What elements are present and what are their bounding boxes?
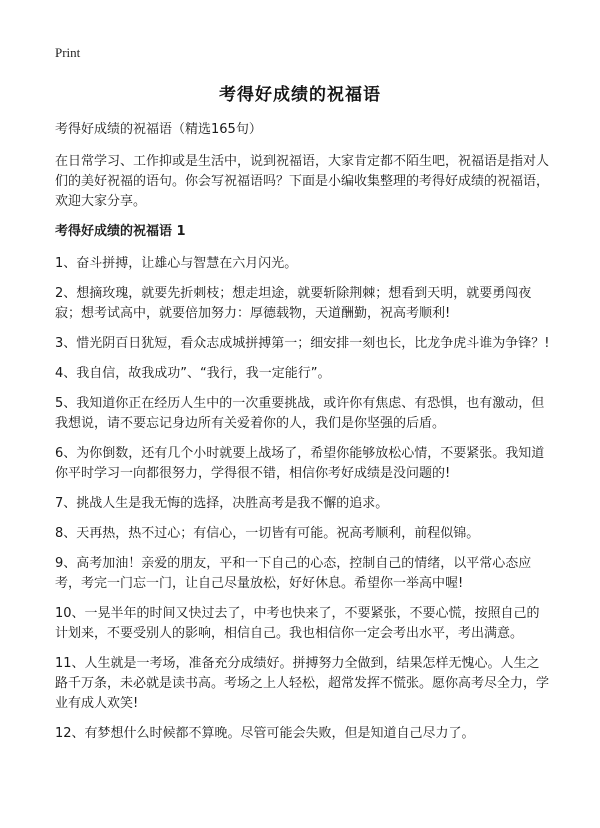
intro-paragraph: 在日常学习、工作抑或是生活中，说到祝福语，大家肯定都不陌生吧，祝福语是指对人们的美好祝福的语句。你会写祝福语吗？下面是小编收集整理的考得好成绩的祝福语，欢迎大家分享。: [55, 154, 550, 209]
quote-item: 2、想摘玫瑰，就要先折刺枝；想走坦途，就要斩除荆棘；想看到天明，就要勇闯夜寂；想考试高中，就要倍加努力：厚德载物，天道酬勤，祝高考顺利!: [55, 286, 532, 321]
page-title: 考得好成绩的祝福语: [219, 85, 381, 105]
quote-item: 11、人生就是一考场，准备充分成绩好。拼搏努力全做到，结果怎样无愧心。人生之路千万条，未必就是读书高。考场之上人轻松，超常发挥不慌张。愿你高考尽全力，学业有成人欢笑!: [55, 656, 550, 711]
section-heading: 考得好成绩的祝福语 1: [55, 224, 186, 239]
article-body: [55, 120, 552, 754]
quote-item: 9、高考加油！亲爱的朋友，平和一下自己的心态，控制自己的情绪，以平常心态应考，考完一门忘一门，让自己尽量放松，好好休息。希望你一举高中喔!: [55, 556, 532, 591]
print-link[interactable]: Print: [55, 45, 81, 60]
article-subtitle: 考得好成绩的祝福语（精选165句）: [55, 122, 262, 137]
quote-item: 10、一晃半年的时间又快过去了，中考也快来了，不要紧张，不要心慌，按照自己的计划来，不要受别人的影响，相信自己。我也相信你一定会考出水平，考出满意。: [55, 606, 540, 641]
quote-item: 6、为你倒数，还有几个小时就要上战场了，希望你能够放松心情，不要紧张。我知道你平时学习一向都很努力，学得很不错，相信你考好成绩是没问题的!: [55, 446, 545, 481]
quote-item: 12、有梦想什么时候都不算晚。尽管可能会失败，但是知道自己尽力了。: [55, 726, 475, 741]
quote-item: 7、挑战人生是我无悔的选择，决胜高考是我不懈的追求。: [55, 496, 389, 511]
quote-item: 4、我自信，故我成功”、“我行，我一定能行”。: [55, 366, 331, 381]
quote-item: 5、我知道你正在经历人生中的一次重要挑战，或许你有焦虑、有恐惧，也有激动，但我想说，请不要忘记身边所有关爱着你的人，我们是你坚强的后盾。: [55, 396, 545, 431]
quote-item: 3、惜光阴百日犹短，看众志成城拼搏第一；细安排一刻也长，比龙争虎斗谁为争锋？!: [55, 336, 550, 351]
quote-item: 8、天再热，热不过心；有信心，一切皆有可能。祝高考顺利，前程似锦。: [55, 526, 480, 541]
quote-item: 1、奋斗拼搏，让雄心与智慧在六月闪光。: [55, 256, 298, 271]
